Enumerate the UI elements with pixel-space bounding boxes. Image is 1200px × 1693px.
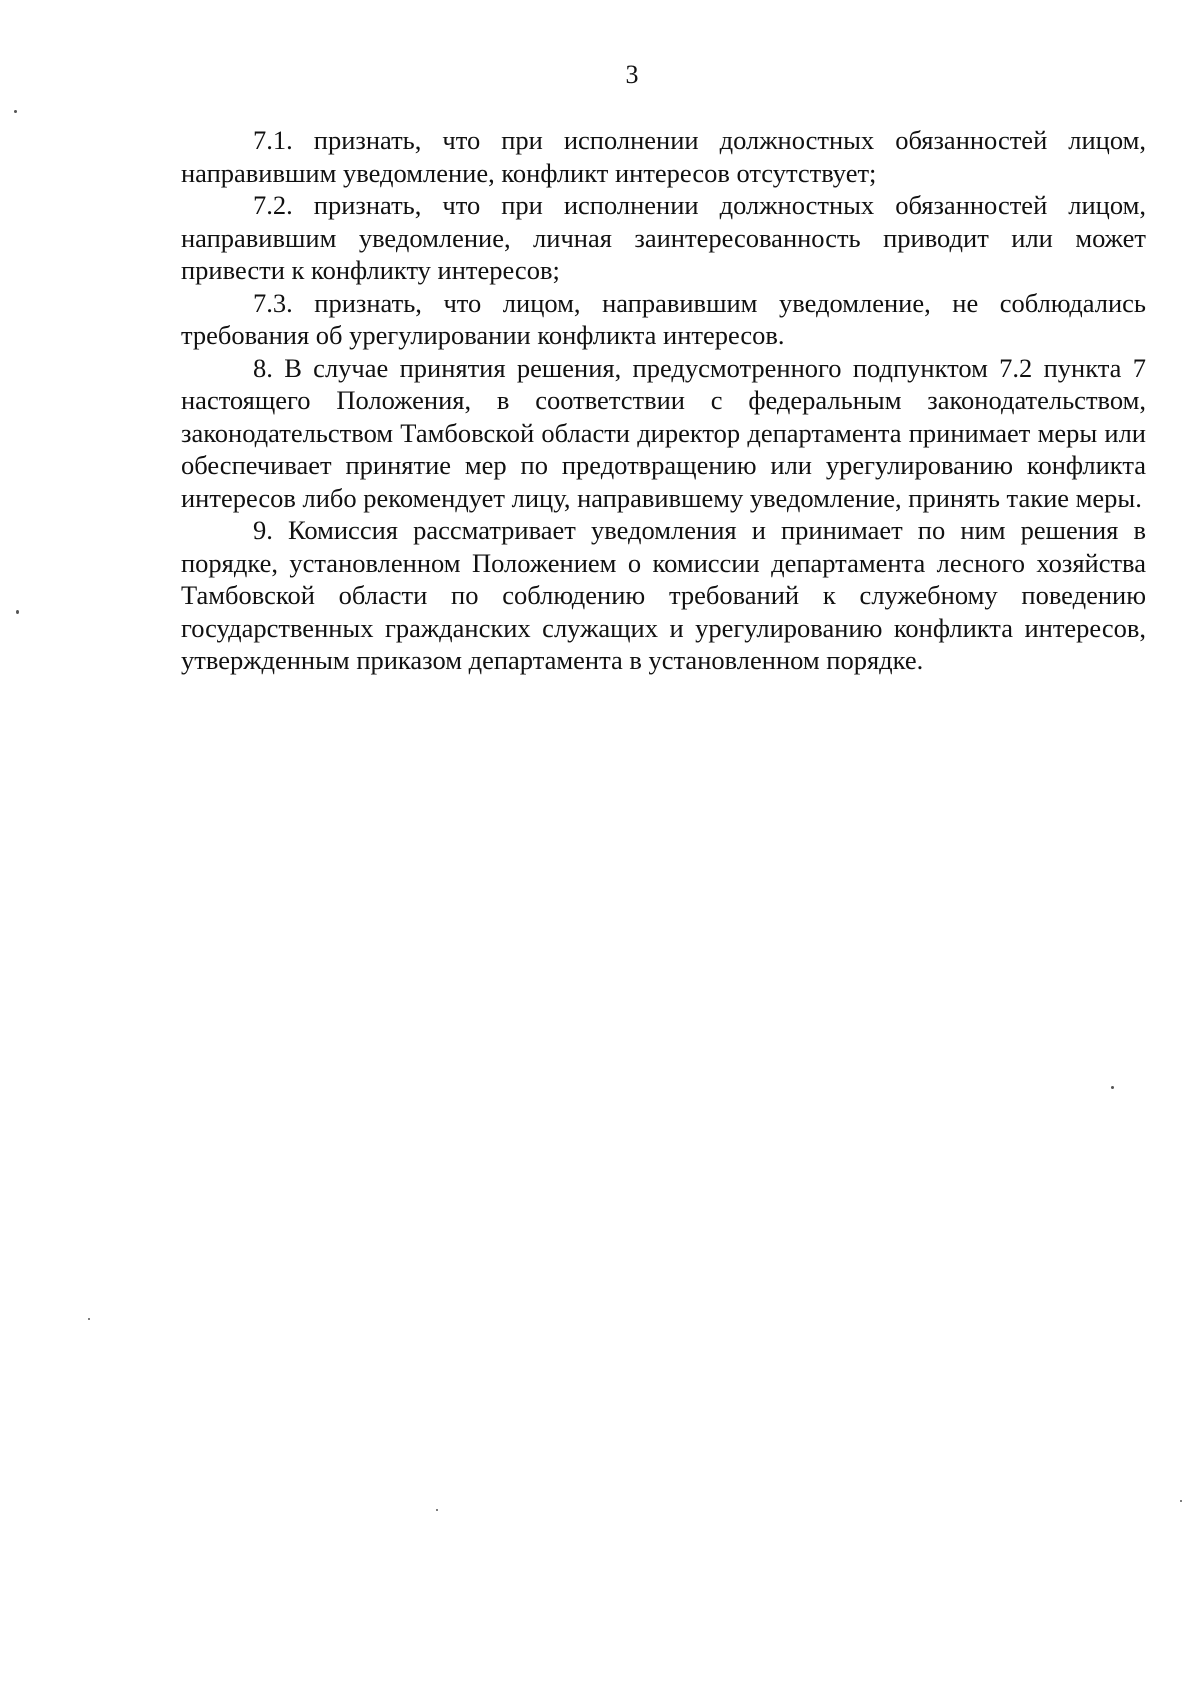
scan-speck [88, 1318, 90, 1320]
scan-speck [1111, 1086, 1114, 1089]
paragraph-9: 9. Комиссия рассматривает уведомления и принимает по ним решения в порядке, установленном Положением о комиссии департамента лесного хозяйства Тамбовской области по соблюдению требований к служебному поведению государственных гражданских служащих и урегулированию конфликта интересов, утвержденным приказом департамента в установленном порядке. [181, 515, 1146, 675]
scan-speck [14, 110, 17, 113]
paragraph-8: 8. В случае принятия решения, предусмотренного подпунктом 7.2 пункта 7 настоящего Положения, в соответствии с федеральным законодательством, законодательством Тамбовской области директор департамента принимает меры или обеспечивает принятие мер по предотвращению или урегулированию конфликта интересов либо рекомендует лицу, направившему уведомление, принять такие меры. [181, 352, 1146, 513]
paragraph-7-3: 7.3. признать, что лицом, направившим уведомление, не соблюдались требования об урегулировании конфликта интересов. [181, 287, 1146, 350]
paragraph-7-1: 7.1. признать, что при исполнении должностных обязанностей лицом, направившим уведомление, конфликт интересов отсутствует; [181, 125, 1146, 188]
scan-speck [436, 1509, 438, 1511]
document-body [181, 124, 1146, 677]
page-number: 3 [625, 60, 639, 89]
paragraph-7-2: 7.2. признать, что при исполнении должностных обязанностей лицом, направившим уведомление, личная заинтересованность приводит или может привести к конфликту интересов; [181, 190, 1146, 285]
scan-speck [16, 610, 19, 614]
scan-speck [1180, 1500, 1182, 1502]
